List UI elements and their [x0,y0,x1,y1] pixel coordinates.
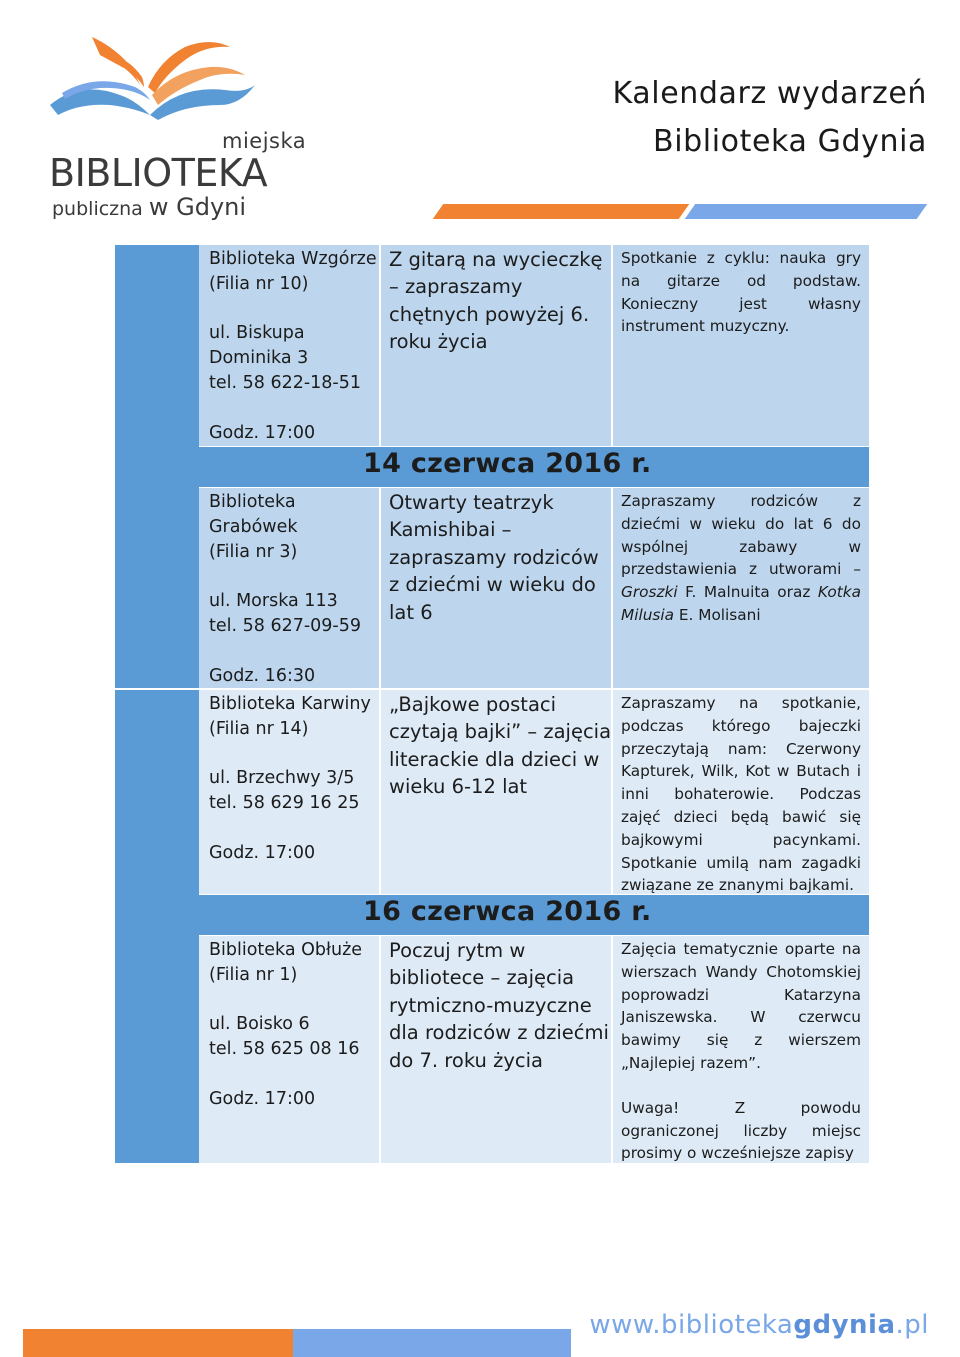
event-place-cell [199,936,379,1163]
event-title-cell [381,690,611,894]
footer-url-bold: gdynia [793,1310,896,1340]
place-line: tel. 58 625 08 16 [209,1039,360,1060]
event-title-cell [381,245,611,446]
event-description-cell [613,488,869,688]
title-line: Z gitarą na wycieczkę [389,248,603,271]
title-line: z dziećmi w wieku do [389,573,596,597]
event-time: Godz. 17:00 [209,842,316,863]
place-line: Biblioteka Obłuże [209,940,363,960]
header-title-line2: Biblioteka Gdynia [653,124,927,159]
place-line: Grabówek [209,516,298,537]
place-line: ul. Boisko 6 [209,1014,310,1035]
place-line: ul. Biskupa [209,323,305,344]
title-line: rytmiczno-muzyczne [389,993,592,1017]
desc-book-title: Kotka Milusia [621,583,861,624]
event-place-cell [199,488,379,688]
title-line: Kamishibai – [389,518,512,542]
event-time: Godz. 16:30 [209,665,316,686]
header-title-line1: Kalendarz wydarzeń [612,76,927,111]
place-line: tel. 58 627-09-59 [209,615,362,636]
event-description [621,490,861,627]
title-line: – zapraszamy [389,275,523,299]
place-line: tel. 58 629 16 25 [209,793,360,814]
event-description-cell [613,245,869,446]
place-line: tel. 58 622-18-51 [209,372,362,393]
event-description-cell [613,936,869,1163]
logo-text-gdyni: w Gdyni [148,193,247,221]
table-row-event [199,690,869,894]
event-time: Godz. 17:00 [209,1088,316,1109]
title-line: chętnych powyżej 6. [389,302,590,326]
header-stripe-blue [685,204,928,219]
title-line: dla rodziców z dziećmi [389,1021,609,1045]
place-line: Biblioteka Karwiny [209,694,371,714]
event-description: Zapraszamy na spotkanie, podczas którego bajeczki przeczytają nam: Czerwony Kapturek, Wilk, Kot w Butach i inni bohaterowie. Podczas zajęć dzieci będą bawić się bajkowymi pacynkami. Spotkanie umilą nam zagadki związane ze znanymi bajkami. [621,694,861,895]
open-book-logo-icon [40,25,280,135]
place-line: (Filia nr 1) [209,964,298,985]
desc-text: F. Malnuita oraz [677,583,818,602]
event-title-cell [381,488,611,688]
desc-text: Zapraszamy rodziców z dziećmi w wieku do lat 6 do wspólnej zabawy w przedstawienia z utworami – [621,492,861,579]
place-line: (Filia nr 14) [209,718,309,739]
event-description: Spotkanie z cyklu: nauka gry na gitarze od podstaw. Konieczny jest własny instrument muzyczny. [621,249,861,336]
title-line: lat 6 [389,600,433,624]
event-description: Zajęcia tematycznie oparte na wierszach Wandy Chotomskiej poprowadzi Katarzyna Janiszewska. W czerwcu bawimy się z wierszem „Najlepiej razem”. [621,940,861,1072]
footer-stripe-orange [23,1329,293,1357]
logo-text-miejska: miejska [222,129,307,153]
place-line: ul. Morska 113 [209,591,338,612]
event-notice: Uwaga! Z powodu ograniczonej liczby miejsc prosimy o wcześniejsze zapisy [621,1098,861,1163]
footer-stripe-blue [293,1329,571,1357]
library-logo [40,25,307,221]
table-row-event [199,488,869,688]
title-line: zapraszamy rodziców [389,545,599,569]
place-line: (Filia nr 10) [209,273,309,294]
header-stripe-orange [433,204,690,219]
footer-website-link[interactable] [589,1310,929,1340]
place-line: Biblioteka [209,492,296,512]
title-line: „Bajkowe postaci [389,693,557,716]
desc-book-title: Groszki [621,583,678,602]
footer-url-part: www.biblioteka [589,1310,794,1340]
desc-text: E. Molisani [674,605,761,624]
event-description-cell [613,690,869,894]
title-line: wieku 6-12 lat [389,775,528,799]
title-line: Otwarty teatrzyk [389,491,554,514]
place-line: Biblioteka Wzgórze [209,249,377,269]
place-line: ul. Brzechwy 3/5 [209,768,355,789]
title-line: do 7. roku życia [389,1048,543,1072]
event-title-cell [381,936,611,1163]
place-line: Dominika 3 [209,348,309,369]
page-header [613,70,927,166]
logo-text-biblioteka: BIBLIOTEKA [49,151,268,195]
date-header-row [115,895,869,935]
title-line: literackie dla dzieci w [389,747,600,771]
title-line: czytają bajki” – zajęcia [389,720,612,744]
title-line: roku życia [389,330,488,354]
place-line: (Filia nr 3) [209,541,298,562]
event-place-cell [199,690,379,894]
title-line: bibliotece – zajęcia [389,966,575,990]
event-date: 14 czerwca 2016 r. [363,448,652,479]
date-header-row [115,447,869,487]
event-date: 16 czerwca 2016 r. [363,896,652,927]
footer-url-part: .pl [895,1310,929,1340]
table-row-event [199,245,869,446]
logo-text-publiczna: publiczna [52,198,143,220]
table-row-event [199,936,869,1163]
event-place-cell [199,245,379,446]
logo-text-subtitle [52,193,246,221]
event-time: Godz. 17:00 [209,422,316,443]
title-line: Poczuj rytm w [389,939,526,962]
table-side-column [115,245,199,1163]
